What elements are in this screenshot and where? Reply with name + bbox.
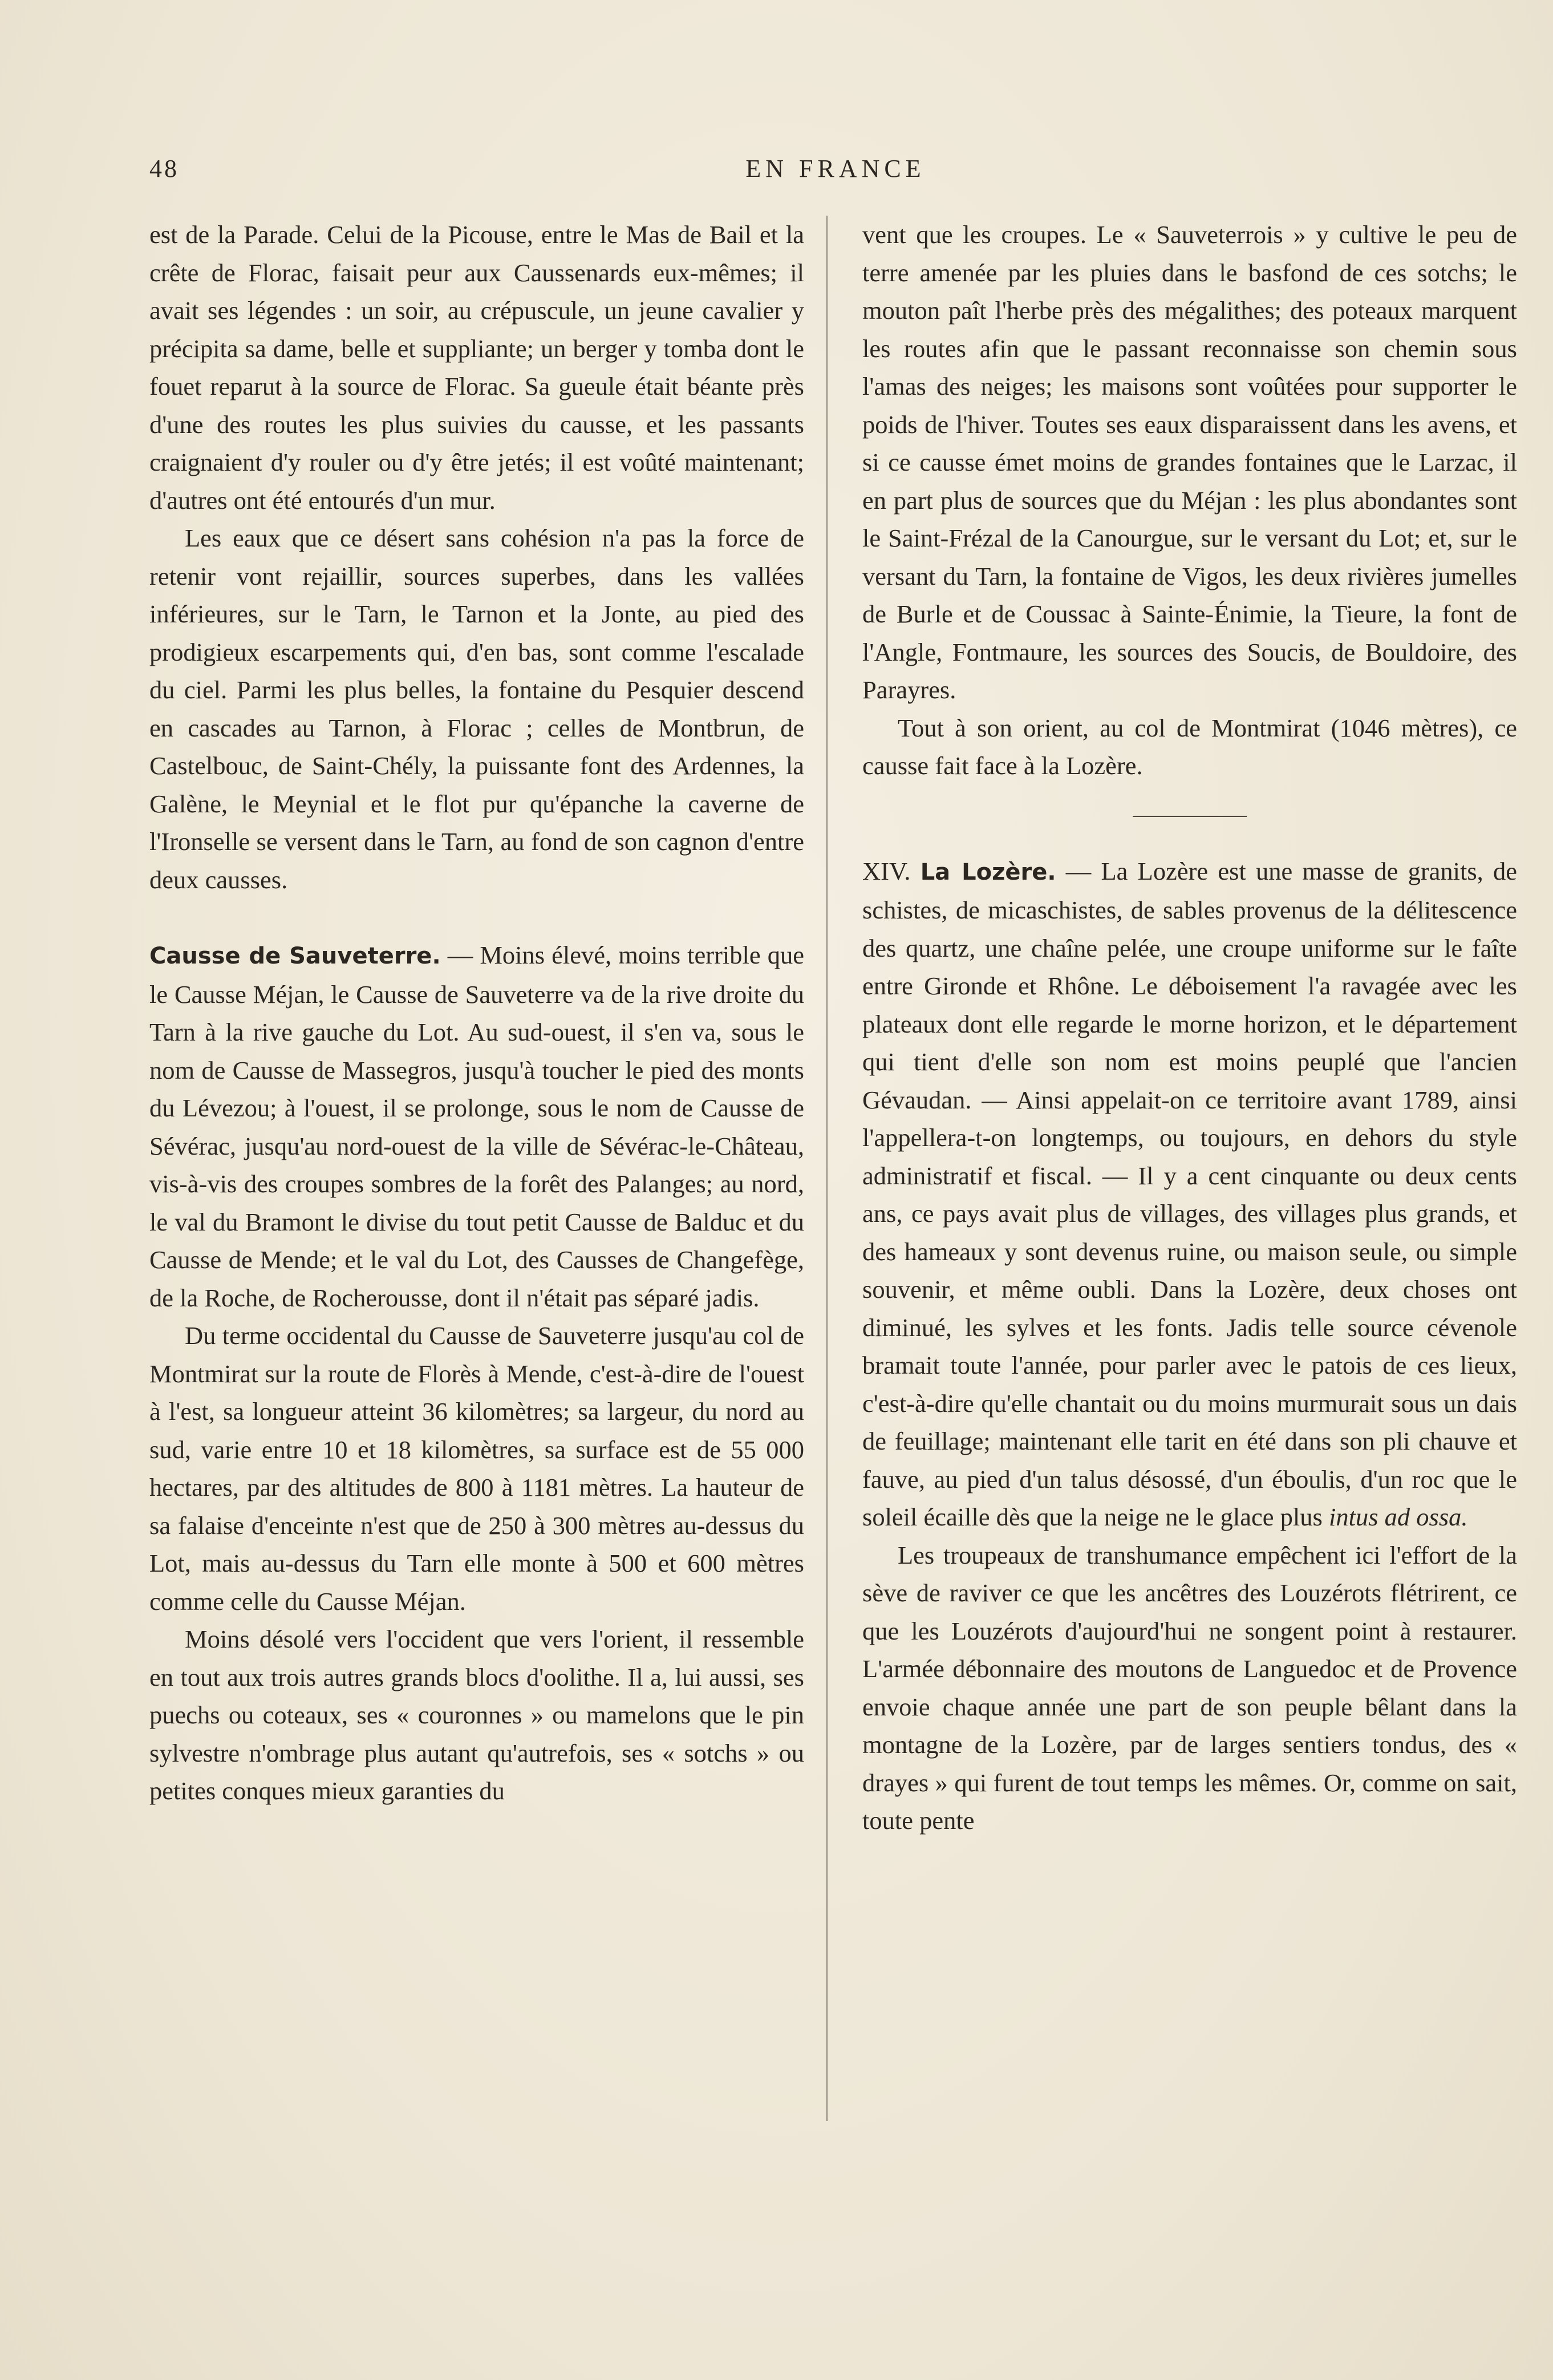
right-paragraph-3 xyxy=(862,852,1517,1536)
right-paragraph-3-text: — La Lozère est une masse de granits, de schistes, de micaschistes, de sables provenus de la délitescence des quartz, une chaîne pelée, une croupe uniforme sur le faîte entre Gironde et Rhône. Le déboisement l'a ravagée avec les plateaux dont elle regarde le morne horizon, et le département qui tient d'elle son nom est moins peuplé que l'ancien Gévaudan. — Ainsi appelait-on ce territoire avant 1789, ainsi l'appellera-t-on longtemps, ou toujours, en dehors du style administratif et fiscal. — Il y a cent cinquante ou deux cents ans, ce pays avait plus de villages, des villages plus grands, et des hameaux y sont devenus ruine, ou maison seule, ou simple souvenir, et même oubli. Dans la Lozère, deux choses ont diminué, les sylves et les fonts. Jadis telle source cévenole bramait toute l'année, pour parler avec le patois de ces lieux, c'est-à-dire qu'elle chantait ou du moins murmurait sous un dais de feuillage; maintenant elle tarit en été dans son pli chauve et fauve, au pied d'un talus désossé, d'un éboulis, d'un roc que le soleil écaille dès que la neige ne le glace plus xyxy=(862,856,1518,1531)
right-column xyxy=(862,216,1517,1840)
left-paragraph-2: Les eaux que ce désert sans cohésion n'a pas la force de retenir vont rejaillir, sources superbes, dans les vallées inférieures, sur le Tarn, le Tarnon et la Jonte, au pied des prodigieux escarpements qui, d'en bas, sont comme l'escalade du ciel. Parmi les plus belles, la fontaine du Pesquier descend en cascades au Tarnon, à Florac ; celles de Montbrun, de Castelbouc, de Saint-Chély, la puissante font des Ardennes, la Galène, le Meynial et le flot pur qu'épanche la caverne de l'Ironselle se versent dans le Tarn, au fond de son cagnon d'entre deux causses. xyxy=(149,524,804,894)
section-number: XIV. xyxy=(862,856,911,885)
page-number: 48 xyxy=(149,155,179,183)
section-separator-rule xyxy=(1133,816,1247,817)
section-heading-la-lozere: La Lozère. xyxy=(920,859,1056,885)
left-paragraph-1: est de la Parade. Celui de la Picouse, entre le Mas de Bail et la crête de Florac, faisait peur aux Caussenards eux-mêmes; il avait ses légendes : un soir, au crépuscule, un jeune cavalier y précipita sa dame, belle et suppliante; un berger y tomba dont le fouet reparut à la source de Florac. Sa gueule était béante près d'une des routes les plus suivies du causse, et les passants craignaient d'y rouler ou d'y être jetés; il est voûté maintenant; d'autres ont été entourés d'un mur. xyxy=(149,220,804,515)
latin-phrase: intus ad ossa. xyxy=(1328,1503,1468,1531)
right-paragraph-4: Les troupeaux de transhumance empêchent ici l'effort de la sève de raviver ce que les ancêtres des Louzérots flétrirent, ce que les Louzérots d'aujourd'hui ne songent point à restaurer. L'armée débonnaire des moutons de Languedoc et de Provence envoie chaque année une part de son peuple bêlant dans la montagne de la Lozère, par de larges sentiers tondus, des « drayes » qui furent de tout temps les mêmes. Or, comme on sait, toute pente xyxy=(862,1540,1517,1835)
left-paragraph-3 xyxy=(149,936,804,1317)
left-paragraph-5: Moins désolé vers l'occident que vers l'orient, il ressemble en tout aux trois autres grands blocs d'oolithe. Il a, lui aussi, ses puechs ou coteaux, ses « couronnes » ou mamelons que le pin sylvestre n'ombrage plus autant qu'autrefois, ses « sotchs » ou petites conques mieux garanties du xyxy=(149,1625,804,1805)
right-paragraph-1: vent que les croupes. Le « Sauveterrois » y cultive le peu de terre amenée par les pluies dans le basfond de ces sotchs; le mouton paît l'herbe près des mégalithes; des poteaux marquent les routes afin que le passant reconnaisse son chemin sous l'amas des neiges; les maisons sont voûtées pour supporter le poids de l'hiver. Toutes ses eaux disparaissent dans les avens, et si ce causse émet moins de grandes fontaines que le Larzac, il en part plus de sources que du Méjan : les plus abondantes sont le Saint-Frézal de la Canourgue, sur le versant du Lot; et, sur le versant du Tarn, la fontaine de Vigos, les deux rivières jumelles de Burle et de Coussac à Sainte-Énimie, la Tieure, la font de l'Angle, Fontmaure, les sources des Soucis, de Bouldoire, des Parayres. xyxy=(862,220,1517,704)
section-spacer xyxy=(149,898,804,936)
right-paragraph-2: Tout à son orient, au col de Montmirat (1046 mètres), ce causse fait face à la Lozère. xyxy=(862,713,1517,780)
running-title: EN FRANCE xyxy=(745,155,926,183)
left-paragraph-3-text: — Moins élevé, moins terrible que le Causse Méjan, le Causse de Sauveterre va de la rive droite du Tarn à la rive gauche du Lot. Au sud-ouest, il s'en va, sous le nom de Causse de Massegros, jusqu'à toucher le pied des monts du Lévezou; à l'ouest, il se prolonge, sous le nom de Causse de Sévérac, jusqu'au nord-ouest de la ville de Sévérac-le-Château, vis-à-vis des croupes sombres de la forêt des Palanges; au nord, le val du Bramont le divise du tout petit Causse de Balduc et du Causse de Mende; et le val du Lot, des Causses de Changefège, de la Roche, de Rocherousse, dont il n'était pas séparé jadis. xyxy=(149,941,804,1312)
section-heading-causse-de-sauveterre: Causse de Sauveterre. xyxy=(149,943,441,969)
column-divider xyxy=(826,216,828,2121)
left-paragraph-4: Du terme occidental du Causse de Sauveterre jusqu'au col de Montmirat sur la route de Florès à Mende, c'est-à-dire de l'ouest à l'est, sa longueur atteint 36 kilomètres; sa largeur, du nord au sud, varie entre 10 et 18 kilomètres, sa surface est de 55 000 hectares, par des altitudes de 800 à 1181 mètres. La hauteur de sa falaise d'enceinte n'est que de 250 à 300 mètres au-dessus du Lot, mais au-dessus du Tarn elle monte à 500 et 600 mètres comme celle du Causse Méjan. xyxy=(149,1321,804,1616)
left-column xyxy=(149,216,804,1810)
running-head xyxy=(149,154,1522,194)
